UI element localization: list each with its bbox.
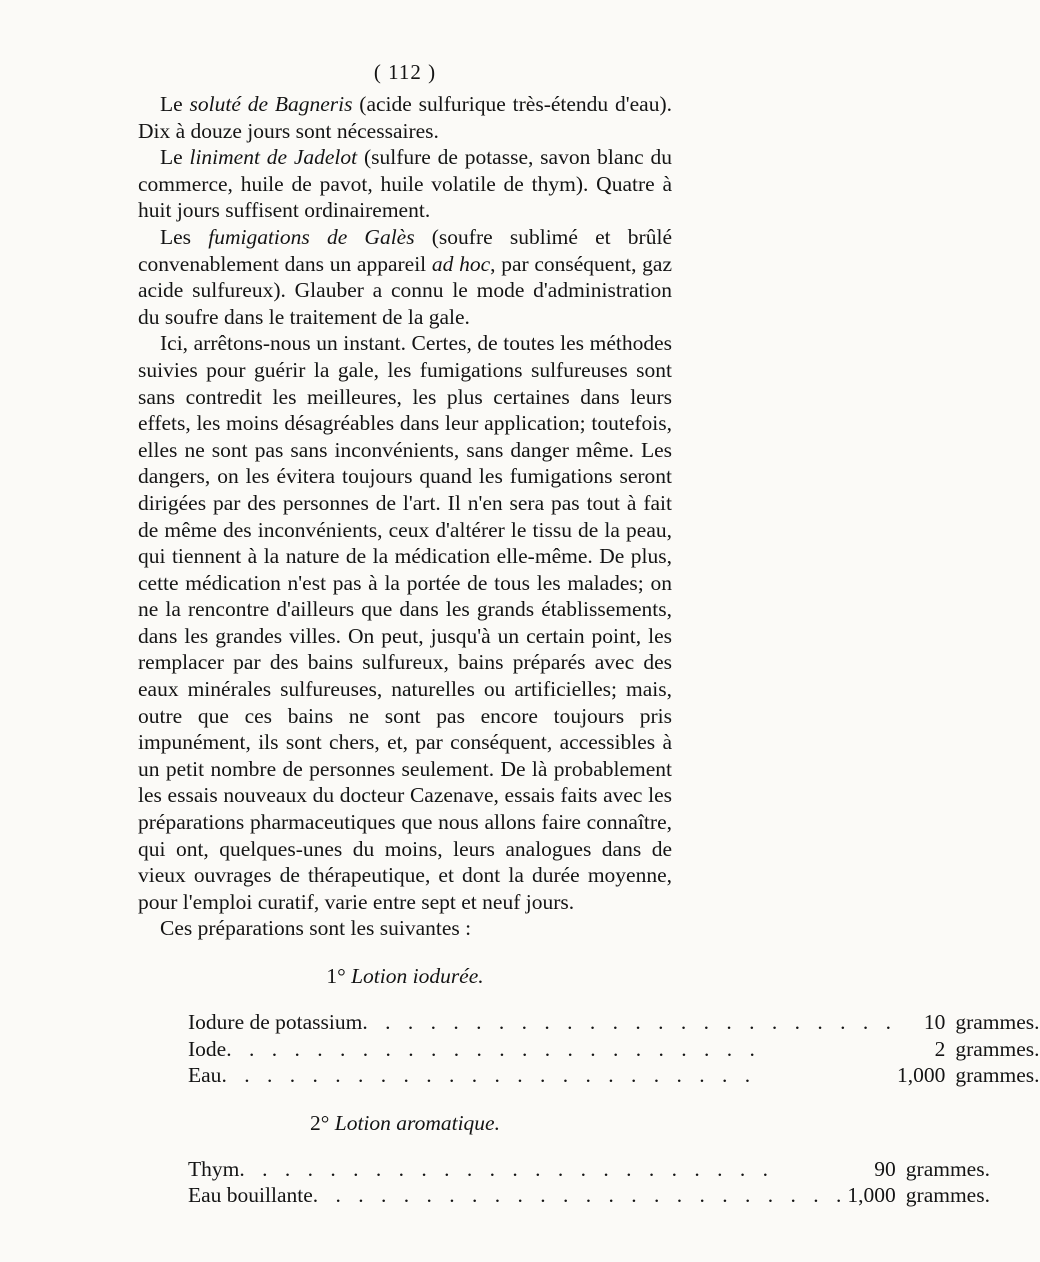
text-run: Le — [160, 92, 190, 116]
ingredient-quantity: 2 — [934, 1036, 946, 1061]
ingredient-quantity: 90 — [874, 1156, 896, 1181]
text-run: Les — [160, 224, 209, 249]
ingredient-cell — [188, 1062, 897, 1089]
paragraph — [138, 915, 672, 942]
text-run: Ici, arrêtons-nous un instant. Certes, de toutes les méthodes suivies pour guérir la gale, les fumigations sulfureuses sont sans contredit les meilleures, les plus certaines dans leurs effets, les moins désagréables dans leur application; toutefois, elles ne sont pas sans inconvénients, sans danger même. Les dangers, on les évitera toujours quand les fumigations seront dirigées par des personnes de l'art. Il n'en sera pas tout à fait de même des inconvénients, ceux d'altérer le tissu de la peau, qui tiennent à la nature de la médication elle-même. De plus, cette médication n'est pas à la portée de tous les malades; on ne la rencontre d'ailleurs que dans les grands établissements, dans les grandes villes. On peut, jusqu'à un certain point, les remplacer par des bains sulfureux, bains préparés avec des eaux minérales sulfureuses, naturelles ou artificielles; mais, outre que ces bains ne sont pas encore toujours pris impunément, ils sont chers, et, par conséquent, accessibles à un petit nombre de personnes seulement. De là probablement les essais nouveaux du docteur Cazenave, essais faits avec les préparations pharmaceutiques que nous allons faire connaître, qui ont, quelques-unes du moins, leurs analogues dans de vieux ouvrages de thérapeutique, et dont la durée moyenne, pour l'emploi curatif, varie entre sept et neuf jours. — [138, 331, 672, 914]
text-run: , par conséquent, gaz acide sulfureux). Glauber a connu le mode d'administration du soufre dans le traitement de la gale. — [138, 251, 672, 329]
paragraph — [138, 330, 672, 915]
section-heading: Lotion iodurée. — [351, 964, 484, 988]
italic-term: soluté de Bagneris — [189, 92, 353, 116]
ingredient-cell — [188, 1009, 897, 1036]
ingredient-unit: grammes. — [955, 1036, 1040, 1061]
ingredient-unit: grammes. — [905, 1156, 990, 1181]
ingredient-cell — [188, 1156, 847, 1183]
paragraph — [138, 144, 672, 224]
section-title — [138, 1111, 672, 1136]
ingredient-cell — [188, 1036, 897, 1063]
ingredient-name: Thym — [188, 1156, 240, 1181]
italic-term: liniment de Jadelot — [189, 145, 358, 170]
section-number: 2° — [310, 1110, 330, 1135]
leader-dots: . . . . . . . . . . . . . . . . . . . . . . . . — [221, 1063, 757, 1088]
table-row — [188, 1036, 1040, 1063]
ingredient-quantity: 1,000 — [847, 1183, 896, 1208]
ingredient-cell — [188, 1182, 847, 1209]
section-title — [138, 964, 672, 989]
text-run: Ces préparations sont les suivantes : — [160, 916, 472, 941]
ingredient-name: Iode — [188, 1036, 227, 1061]
leader-dots: . . . . . . . . . . . . . . . . . . . . . . . . — [226, 1036, 761, 1061]
ingredient-table — [188, 1009, 1040, 1089]
table-row — [188, 1182, 990, 1209]
paragraph — [138, 224, 672, 330]
leader-dots: . . . . . . . . . . . . . . . . . . . . . . . . — [312, 1183, 848, 1208]
ingredient-name: Iodure de potassium — [188, 1010, 363, 1034]
italic-term: fumigations de Galès — [208, 224, 415, 249]
table-row — [188, 1009, 1040, 1036]
paragraph — [138, 91, 672, 144]
italic-term: ad hoc — [431, 251, 491, 276]
ingredient-table — [188, 1156, 990, 1209]
ingredient-name: Eau bouillante — [188, 1183, 313, 1208]
table-row — [188, 1156, 990, 1183]
leader-dots: . . . . . . . . . . . . . . . . . . . . . . . . — [239, 1156, 774, 1181]
text-run: (soufre sublimé et brûlé convenablement dans un appareil — [138, 224, 672, 276]
ingredient-unit: grammes. — [905, 1183, 990, 1208]
section-number: 1° — [326, 964, 346, 988]
ingredient-unit: grammes. — [955, 1010, 1040, 1034]
ingredient-quantity: 1,000 — [896, 1063, 946, 1088]
text-run: (acide sulfurique très-étendu d'eau). Dix à douze jours sont nécessaires. — [138, 92, 672, 143]
recipe-sections — [138, 964, 1040, 1209]
table-row — [188, 1062, 1040, 1089]
text-run: Le — [160, 145, 190, 170]
leader-dots: . . . . . . . . . . . . . . . . . . . . . . . . — [362, 1010, 897, 1034]
ingredient-name: Eau — [188, 1063, 222, 1088]
section-heading: Lotion aromatique. — [334, 1110, 500, 1135]
text-run: (sulfure de potasse, savon blanc du commerce, huile de pavot, huile volatile de thym). Quatre à huit jours suffisent ordinairement. — [138, 145, 672, 223]
body-text — [138, 91, 672, 942]
page-number: ( 112 ) — [373, 60, 437, 84]
ingredient-unit: grammes. — [955, 1063, 1040, 1088]
ingredient-quantity: 10 — [923, 1010, 946, 1034]
